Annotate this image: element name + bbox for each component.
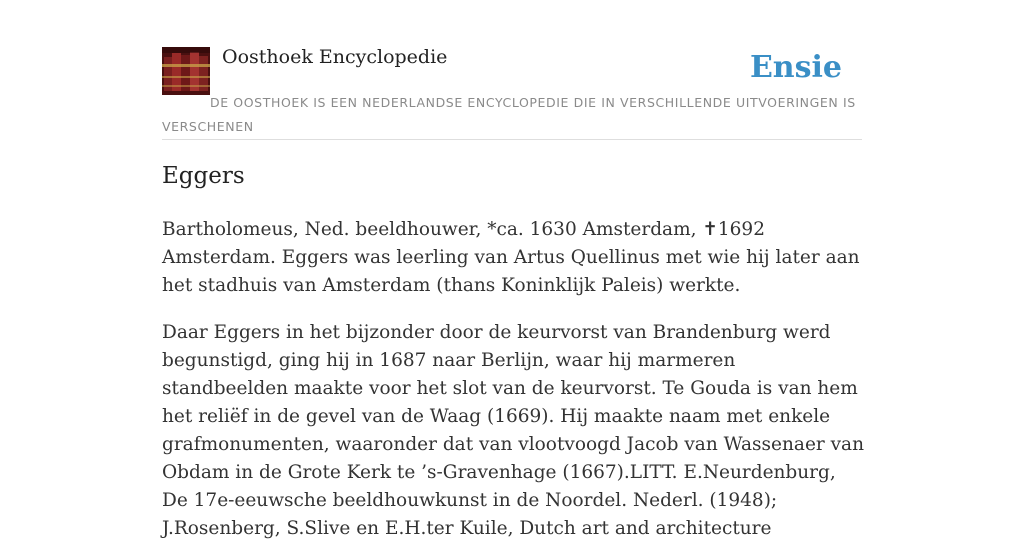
article-title: Eggers: [162, 163, 245, 189]
site-tagline: DE OOSTHOEK IS EEN NEDERLANDSE ENCYCLOPEDIE DIE IN VERSCHILLENDE UITVOERINGEN IS VERSCHENEN: [162, 95, 856, 134]
article-paragraph: Daar Eggers in het bijzonder door de keurvorst van Brandenburg werd begunstigd, ging hij in 1687 naar Berlijn, waar hij marmeren standbeelden maakte voor het slot van de keurvorst. Te Gouda is van hem het reliëf in de gevel van de Waag (1669). Hij maakte naam met enkele grafmonumenten, waaronder dat van vlootvoogd Jacob van Wassenaer van Obdam in de Grote Kerk te ’s-Gravenhage (1667).LITT. E.Neurdenburg, De 17e-eeuwsche beeldhouwkunst in de Noordel. Nederl. (1948); J.Rosenberg, S.Slive en E.H.ter Kuile, Dutch art and architecture: [162, 322, 865, 539]
header-divider: [162, 139, 862, 140]
book-spines-icon: [162, 47, 210, 95]
brand-logo-link[interactable]: Ensie: [749, 50, 842, 85]
article-paragraph: Bartholomeus, Ned. beeldhouwer, *ca. 1630 Amsterdam, ✝1692 Amsterdam. Eggers was leerling van Artus Quellinus met wie hij later aan het stadhuis van Amsterdam (thans Koninklijk Paleis) werkte.: [162, 219, 860, 296]
site-name-link[interactable]: Oosthoek Encyclopedie: [222, 46, 448, 68]
site-header: [162, 0, 862, 140]
avatar[interactable]: [162, 47, 210, 95]
